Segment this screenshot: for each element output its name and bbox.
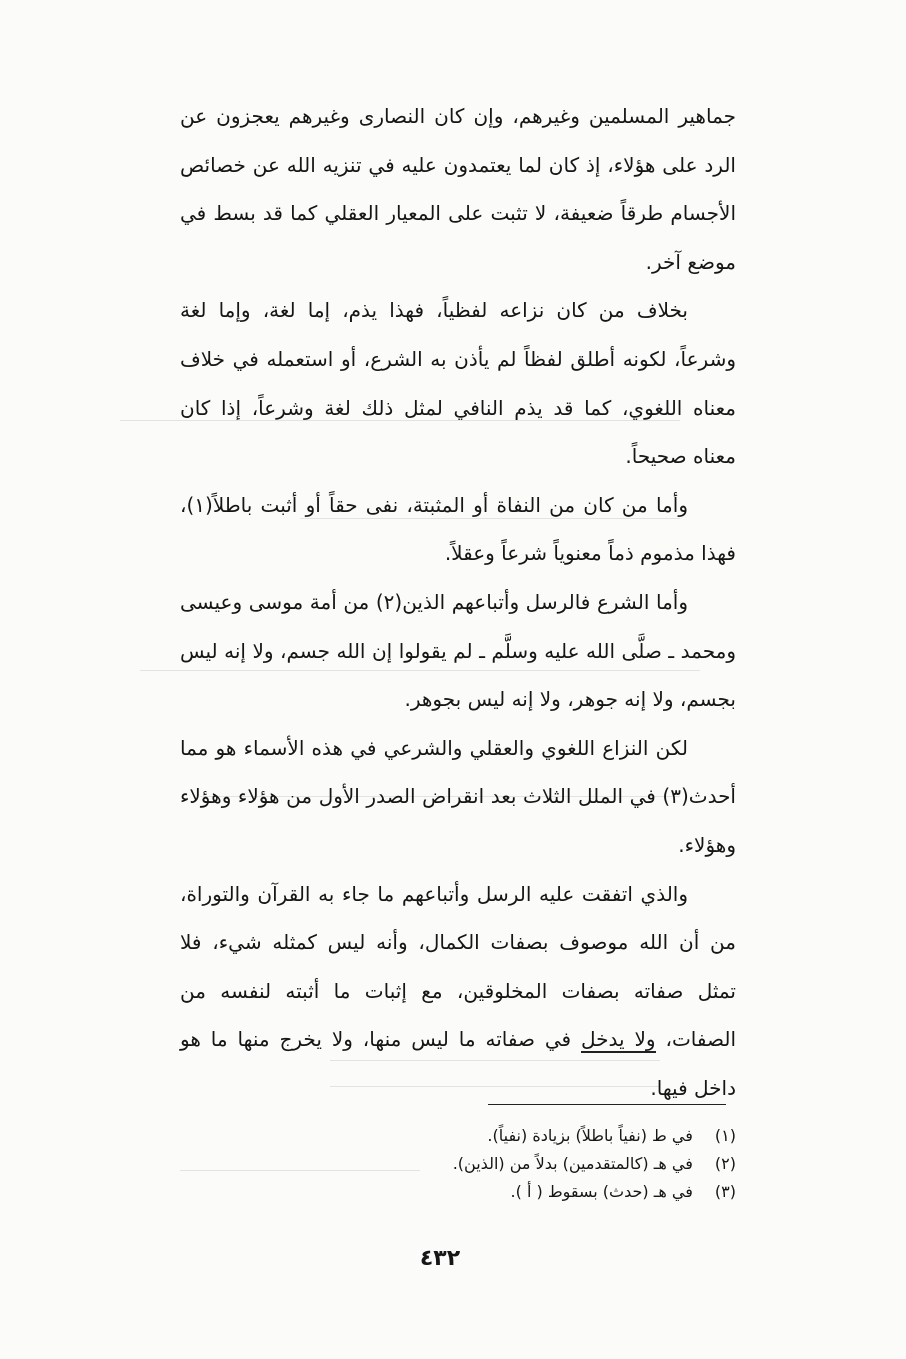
footnote-number: (٢) [714,1154,736,1173]
paragraph: لكن النزاع اللغوي والعقلي والشرعي في هذه الأسماء هو مما أحدث(٣) في الملل الثلاث بعد انقراض الصدر الأول من هؤلاء وهؤلاء وهؤلاء. [180,735,736,857]
paragraph-last: والذي اتفقت عليه الرسل وأتباعهم ما جاء به القرآن والتوراة، من أن الله موصوف بصفات الكمال، وأنه ليس كمثله شيء، فلا تمثل صفاته بصفات المخلوقين، مع إثبات ما أثبته لنفسه من الصفات، ولا يدخل في صفاته ما ليس منها، ولا يخرج منها ما هو داخل فيها. [180,881,736,1100]
footnote-separator [488,1104,726,1105]
footnote-text: في هـ (كالمتقدمين) بدلاً من (الذين). [452,1154,693,1173]
footnote-number: (٣) [714,1182,736,1201]
paragraph: وأما الشرع فالرسل وأتباعهم الذين(٢) من أمة موسى وعيسى ومحمد ـ صلَّى الله عليه وسلَّم ـ لم يقولوا إن الله جسم، ولا إنه ليس بجسم، ولا إنه جوهر، ولا إنه ليس بجوهر. [180,589,736,712]
paragraph: جماهير المسلمين وغيرهم، وإن كان النصارى وغيرهم يعجزون عن الرد على هؤلاء، إذ كان لما يعتمدون عليه في تنزيه الله عن خصائص الأجسام طرقاً ضعيفة، لا تثبت على المعيار العقلي كما قد بسط في موضع آخر. [180,104,736,274]
footnotes [296,1122,736,1206]
footnote-text: في هـ (حدث) بسقوط ( أ ). [510,1182,693,1201]
main-text [180,92,736,1112]
footnote [296,1150,736,1178]
page-number: ٤٣٢ [419,1246,461,1271]
footnote-number: (١) [714,1126,736,1145]
paragraph: وأما من كان من النفاة أو المثبتة، نفى حقاً أو أثبت باطلاً(١)، فهذا مذموم ذماً معنوياً شرعاً وعقلاً. [180,492,736,566]
footnote [296,1122,736,1150]
underlined-phrase: ولا يدخل [581,1027,656,1052]
footnote-text: في ط (نفياً باطلاً) بزيادة (نفياً). [487,1126,693,1145]
paragraph: بخلاف من كان نزاعه لفظياً، فهذا يذم، إما لغة، وإما لغة وشرعاً، لكونه أطلق لفظاً لم يأذن به الشرع، أو استعمله في خلاف معناه اللغوي، كما قد يذم النافي لمثل ذلك لغة وشرعاً، إذا كان معناه صحيحاً. [180,298,736,469]
footnote [296,1178,736,1206]
